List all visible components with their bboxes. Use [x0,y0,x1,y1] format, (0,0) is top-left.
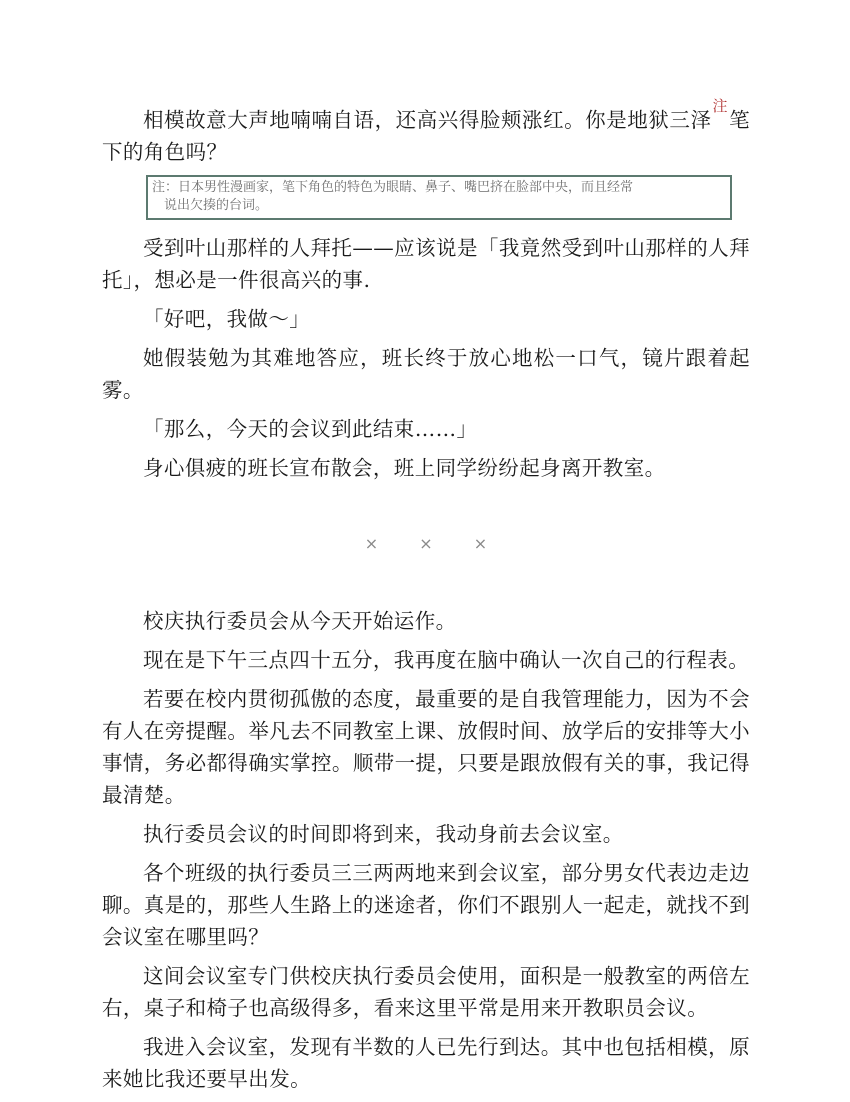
document-page [102,98,750,1102]
paragraph: 各个班级的执行委员三三两两地来到会议室，部分男女代表边走边聊。真是的，那些人生路上的迷途者，你们不跟别人一起走，就找不到会议室在哪里吗？ [102,860,750,949]
paragraph: 校庆执行委员会从今天开始运作。 [143,608,457,633]
paragraph: 现在是下午三点四十五分，我再度在脑中确认一次自己的行程表。 [143,647,750,672]
section-separator: × × × [364,533,506,553]
paragraph-text: 笔下的角色吗？ [102,107,750,164]
paragraph [102,98,750,168]
paragraph: 执行委员会议的时间即将到来，我动身前去会议室。 [143,821,624,846]
paragraph: 若要在校内贯彻孤傲的态度，最重要的是自我管理能力，因为不会有人在旁提醒。举凡去不同教室上课、放假时间、放学后的安排等大小事情，务必都得确实掌控。顺带一提，只要是跟放假有关的事，我记得最清楚。 [102,686,750,807]
footnote-line: 说出欠揍的台词。 [164,197,269,213]
paragraph: 她假装勉为其难地答应，班长终于放心地松一口气，镜片跟着起雾。 [102,345,750,402]
paragraph: 身心俱疲的班长宣布散会，班上同学纷纷起身离开教室。 [143,455,666,480]
paragraph: 「那么，今天的会议到此结束……」 [143,416,478,441]
footnote-line: 注：日本男性漫画家，笔下角色的特色为眼睛、鼻子、嘴巴挤在脸部中央，而且经常 [152,179,634,195]
paragraph: 「好吧，我做～」 [143,306,311,331]
paragraph: 受到叶山那样的人拜托——应该说是「我竟然受到叶山那样的人拜托」，想必是一件很高兴的事. [102,235,750,292]
paragraph: 我进入会议室，发现有半数的人已先行到达。其中也包括相模，原来她比我还要早出发。 [102,1034,750,1091]
footnote-box [146,175,732,220]
footnote-marker[interactable]: 注 [712,97,729,115]
paragraph-text: 相模故意大声地喃喃自语，还高兴得脸颊涨红。你是地狱三泽 [143,107,712,132]
paragraph: 这间会议室专门供校庆执行委员会使用，面积是一般教室的两倍左右，桌子和椅子也高级得多，看来这里平常是用来开教职员会议。 [102,963,750,1020]
